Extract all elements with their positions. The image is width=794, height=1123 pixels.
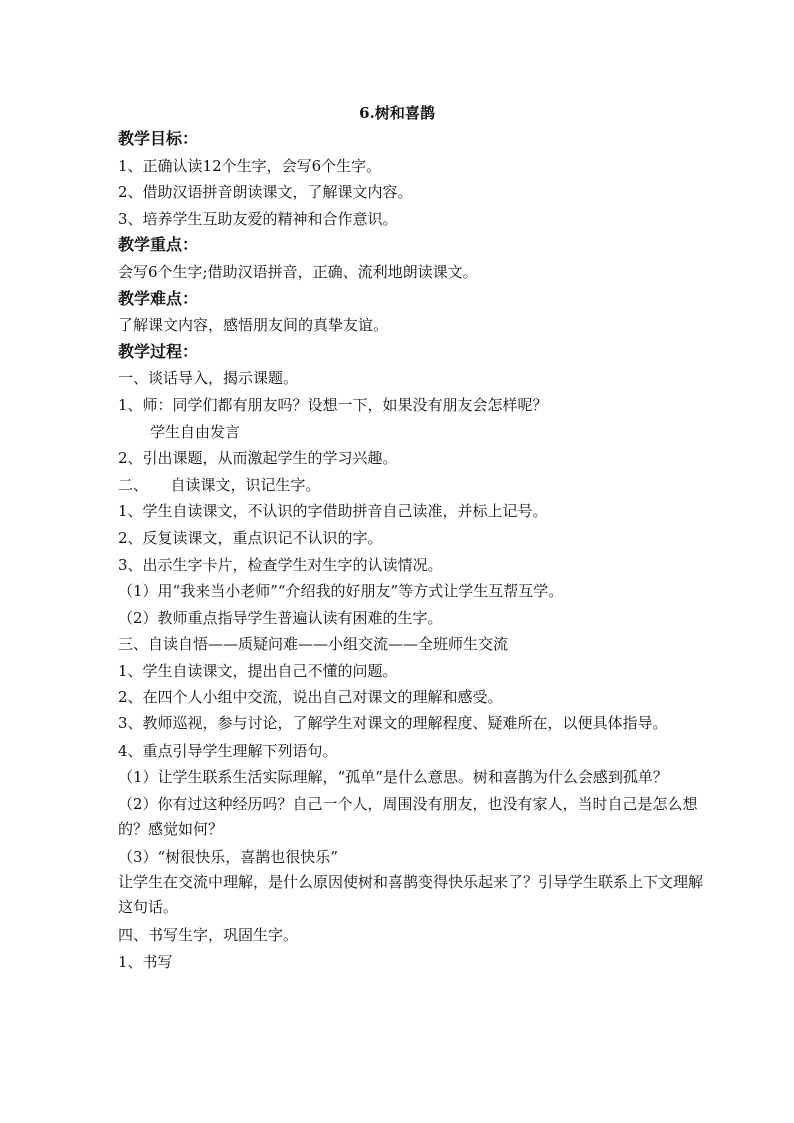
document-body [118, 126, 703, 975]
text-line: 2、反复读课文，重点识记不认识的字。 [118, 528, 383, 547]
text-line: 了解课文内容，感悟朋友间的真挚友谊。 [118, 316, 389, 335]
text-line: 4、重点引导学生理解下列语句。 [118, 742, 338, 761]
text-line: 3、教师巡视，参与讨论，了解学生对课文的理解程度、疑难所在，以便具体指导。 [118, 714, 668, 733]
section-heading: 教学目标： [118, 129, 199, 148]
text-line: 2、借助汉语拼音朗读课文，了解课文内容。 [118, 183, 413, 202]
section-heading: 教学过程： [118, 341, 199, 361]
text-line: 2、在四个人小组中交流，说出自己对课文的理解和感受。 [118, 688, 503, 707]
text-line: 1、师：同学们都有朋友吗？设想一下，如果没有朋友会怎样呢？ [118, 395, 548, 414]
text-line: 会写6个生字;借助汉语拼音，正确、流利地朗读课文。 [118, 262, 478, 281]
text-line: 1、学生自读课文，不认识的字借助拼音自己读准，并标上记号。 [118, 502, 548, 521]
text-line: 3、出示生字卡片，检查学生对生字的认读情况。 [118, 555, 443, 574]
section-heading: 教学重点： [118, 235, 199, 255]
text-line: （2）你有过这种经历吗？自己一个人，周围没有朋友，也没有家人，当时自己是怎么想的？感觉如何？ [118, 794, 698, 838]
text-line: 1、书写 [118, 952, 173, 971]
document-title: 6.树和喜鹊 [359, 104, 435, 122]
text-line: （2）教师重点指导学生普遍认读有困难的生字。 [118, 608, 443, 627]
text-line: 2、引出课题，从而激起学生的学习兴趣。 [118, 449, 398, 468]
text-line: 1、学生自读课文，提出自己不懂的问题。 [118, 661, 398, 680]
text-line: 3、培养学生互助友爱的精神和合作意识。 [118, 209, 398, 228]
text-line: 四、书写生字，巩固生字。 [118, 926, 299, 945]
text-line: 1、正确认读12个生字，会写6个生字。 [118, 156, 382, 175]
text-line: 二、 自读课文，识记生字。 [118, 475, 321, 494]
text-line: （1）让学生联系生活实际理解，“孤单”是什么意思。树和喜鹊为什么会感到孤单？ [118, 767, 668, 786]
text-line: 学生自由发言 [150, 422, 241, 441]
text-line: 三、自读自悟——质疑问难——小组交流——全班师生交流 [118, 635, 509, 654]
text-line: 一、谈话导入，揭示课题。 [118, 369, 299, 388]
text-line: 让学生在交流中理解，是什么原因使树和喜鹊变得快乐起来了？引导学生联系上下文理解这句话。 [118, 873, 704, 917]
text-line: （3）“树很快乐，喜鹊也很快乐” [118, 847, 338, 866]
section-heading: 教学难点： [118, 288, 199, 308]
text-line: （1）用“我来当小老师”“介绍我的好朋友”等方式让学生互帮互学。 [118, 582, 564, 601]
